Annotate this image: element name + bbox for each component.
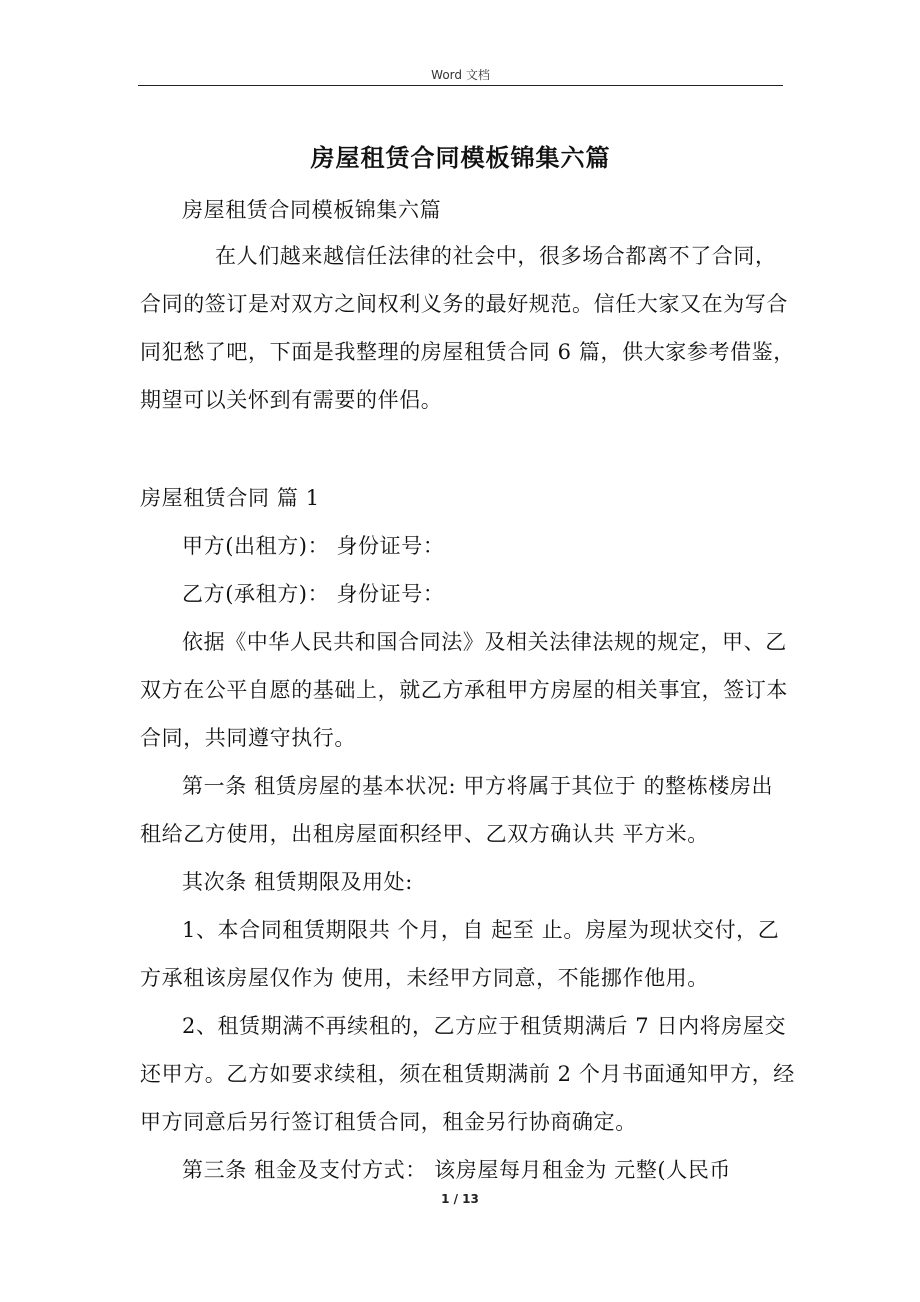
body-line: 在人们越来越信任法律的社会中，很多场合都离不了合同， xyxy=(215,244,777,268)
body-line-article-2: 其次条 租赁期限及用处: xyxy=(182,870,413,894)
page-header: Word 文档 xyxy=(431,68,490,82)
body-line: 期望可以关怀到有需要的伴侣。 xyxy=(140,388,443,412)
body-line-article-1: 第一条 租赁房屋的基本状况: 甲方将属于其位于 的整栋楼房出 xyxy=(182,774,774,798)
body-line: 同犯愁了吧，下面是我整理的房屋租赁合同 6 篇，供大家参考借鉴， xyxy=(140,340,795,364)
body-line-subtitle: 房屋租赁合同模板锦集六篇 xyxy=(182,198,442,222)
body-line: 依据《中华人民共和国合同法》及相关法律法规的规定，甲、乙 xyxy=(182,630,787,654)
body-line: 合同，共同遵守执行。 xyxy=(140,726,356,750)
page-number: 1 / 13 xyxy=(441,1192,479,1206)
body-line: 还甲方。乙方如要求续租，须在租赁期满前 2 个月书面通知甲方，经 xyxy=(140,1062,795,1086)
section-heading: 房屋租赁合同 篇 1 xyxy=(140,486,320,510)
body-line-clause-2: 2、租赁期满不再续租的，乙方应于租赁期满后 7 日内将房屋交 xyxy=(182,1014,787,1038)
body-line: 甲方同意后另行签订租赁合同，租金另行协商确定。 xyxy=(140,1110,637,1134)
body-line-article-3: 第三条 租金及支付方式： 该房屋每月租金为 元整(人民币 xyxy=(182,1158,732,1182)
body-line: 方承租该房屋仅作为 使用，未经甲方同意，不能挪作他用。 xyxy=(140,966,709,990)
body-line: 双方在公平自愿的基础上，就乙方承租甲方房屋的相关事宜，签订本 xyxy=(140,678,788,702)
header-divider xyxy=(138,85,783,86)
body-line: 租给乙方使用，出租房屋面积经甲、乙双方确认共 平方米。 xyxy=(140,822,709,846)
document-title: 房屋租赁合同模板锦集六篇 xyxy=(310,144,611,172)
body-line: 合同的签订是对双方之间权利义务的最好规范。信任大家又在为写合 xyxy=(140,292,788,316)
body-line-party-b: 乙方(承租方)： 身份证号： xyxy=(182,582,445,606)
body-line-clause-1: 1、本合同租赁期限共 个月，自 起至 止。房屋为现状交付，乙 xyxy=(182,918,780,942)
body-line-party-a: 甲方(出租方)： 身份证号： xyxy=(182,534,445,558)
